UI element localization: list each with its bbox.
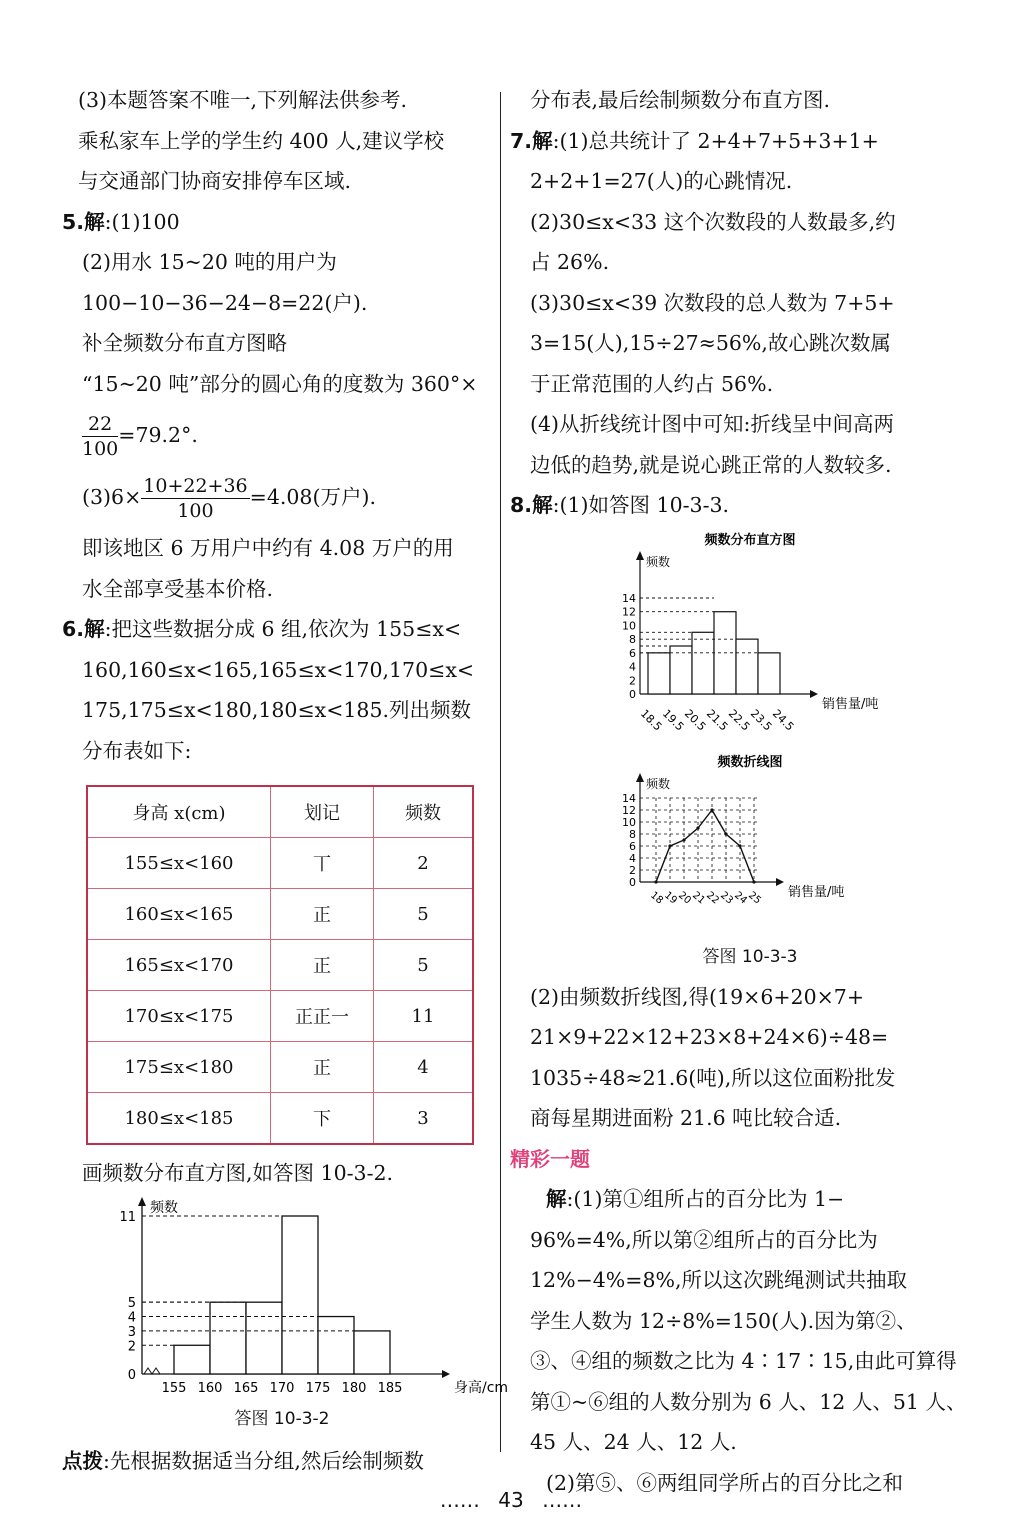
data-point [654, 880, 657, 883]
height-histogram [92, 1194, 509, 1404]
x-tick-label: 175 [305, 1380, 331, 1396]
y-tick-label: 4 [629, 660, 636, 674]
text-line: 第①~⑥组的人数分别为 6 人、12 人、51 人、 [530, 1389, 967, 1414]
y-tick-label: 4 [127, 1310, 136, 1326]
x-tick-label: 18.5 [637, 706, 665, 733]
text-line: :(1)100 [104, 209, 180, 234]
histogram-bar [318, 1316, 354, 1373]
data-point [696, 826, 699, 829]
y-tick-label: 14 [622, 591, 636, 605]
x-axis-arrow [810, 690, 818, 698]
data-point [738, 844, 741, 847]
data-point [668, 844, 671, 847]
frequency-table [86, 785, 474, 1145]
table-header: 身高 x(cm) [87, 786, 271, 838]
text-line: :(1)如答图 10-3-3. [552, 493, 730, 517]
y-axis-arrow [138, 1197, 146, 1206]
question-6 [62, 609, 490, 650]
text-line: 补全频数分布直方图略 [82, 331, 287, 355]
solution-label: 解 [532, 493, 553, 517]
fraction [141, 474, 249, 523]
x-tick-label: 20 [676, 889, 693, 906]
y-tick-label: 12 [622, 803, 636, 817]
fraction-prefix: (3)6× [82, 485, 142, 509]
text-line: 96%=4%,所以第②组所占的百分比为 [530, 1227, 878, 1252]
axis-break-mark [144, 1368, 160, 1374]
y-tick-label: 0 [629, 875, 636, 889]
text-line: (3)本题答案不唯一,下列解法供参考. [78, 88, 408, 112]
y-axis-arrow [636, 773, 644, 782]
table-header-row [87, 786, 473, 838]
fraction-tail: =4.08(万户). [249, 485, 376, 509]
question-number: 8. [510, 493, 533, 517]
x-tick-label: 24 [732, 889, 749, 906]
table-cell: 正 [271, 889, 374, 940]
figure-caption: 答图 10-3-3 [702, 946, 798, 967]
fraction-denominator: 100 [177, 500, 214, 522]
table-row [87, 991, 473, 1042]
right-column [510, 80, 967, 1503]
x-tick-label: 160 [197, 1380, 223, 1396]
data-point [724, 832, 727, 835]
text-line: 100−10−36−24−8=22(户). [82, 290, 368, 315]
table-cell: 正 [271, 940, 374, 991]
text-line: 21×9+22×12+23×8+24×6)÷48= [530, 1025, 889, 1049]
table-row [87, 889, 473, 940]
fraction-tail: =79.2°. [118, 423, 198, 447]
x-tick-label: 25 [746, 889, 763, 906]
y-tick-label: 3 [127, 1324, 136, 1340]
x-tick-label: 21.5 [703, 706, 731, 733]
text-line: 45 人、24 人、12 人. [530, 1430, 737, 1454]
text-line: 即该地区 6 万用户中约有 4.08 万户的用 [82, 536, 454, 560]
y-axis-arrow [636, 551, 644, 560]
text-line: ③、④组的频数之比为 4∶17∶15,由此可算得 [530, 1349, 957, 1373]
text-line: (2)用水 15~20 吨的用户为 [82, 250, 337, 274]
x-tick-label: 155 [161, 1380, 187, 1396]
question-number: 6. [62, 617, 85, 641]
page-dots: …… [542, 1488, 583, 1512]
text-line: 160,160≤x<165,165≤x<170,170≤x< [82, 657, 475, 682]
text-line: 水全部享受基本价格. [82, 576, 274, 601]
table-cell: 4 [374, 1042, 474, 1093]
text-line: 2+2+1=27(人)的心跳情况. [530, 169, 793, 193]
page-footer [0, 1488, 1022, 1512]
solution-label: 解 [84, 617, 105, 641]
table-header: 划记 [271, 786, 374, 838]
histogram-bar [758, 652, 780, 693]
table-cell: 165≤x<170 [87, 940, 271, 991]
text-line: (4)从折线统计图中可知:折线呈中间高两 [530, 412, 894, 436]
y-tick-label: 10 [622, 618, 636, 632]
text-line: 商每星期进面粉 21.6 吨比较合适. [530, 1106, 842, 1130]
x-tick-label: 23 [718, 889, 735, 906]
table-cell: 2 [374, 838, 474, 889]
section-heading: 精彩一题 [510, 1146, 590, 1171]
text-line: “15~20 吨”部分的圆心角的度数为 360°× [82, 371, 478, 396]
y-tick-label: 12 [622, 605, 636, 619]
text-line: 1035÷48≈21.6(吨),所以这位面粉批发 [530, 1065, 896, 1090]
fraction-numerator: 10+22+36 [143, 475, 248, 497]
text-line: (3)30≤x<39 次数段的总人数为 7+5+ [530, 290, 895, 315]
table-header: 频数 [374, 786, 474, 838]
y-tick-label: 0 [127, 1367, 136, 1383]
data-point [710, 808, 713, 811]
column-divider [500, 92, 501, 1452]
histogram-bar [210, 1302, 246, 1374]
y-tick-label: 10 [622, 815, 636, 829]
y-tick-label: 11 [119, 1209, 136, 1225]
question-5 [62, 202, 490, 243]
histogram-bar [354, 1330, 390, 1373]
text-line: (2)由频数折线图,得(19×6+20×7+ [530, 984, 865, 1009]
x-tick-label: 19.5 [659, 706, 687, 733]
left-column [62, 80, 509, 1481]
table-cell: 丅 [271, 838, 374, 889]
section-answer [510, 1179, 960, 1220]
fraction-denominator: 100 [82, 438, 119, 460]
table-cell: 11 [374, 991, 474, 1042]
x-axis-label: 销售量/吨 [822, 696, 879, 712]
y-tick-label: 6 [629, 646, 636, 660]
text-line: 分布表如下: [82, 738, 192, 763]
chart-title: 频数折线图 [717, 754, 783, 770]
x-axis-arrow [776, 878, 784, 886]
y-axis-label: 频数 [150, 1199, 178, 1216]
text-line: (2)第⑤、⑥两组同学所占的百分比之和 [546, 1470, 904, 1495]
text-line: 画频数分布直方图,如答图 10-3-2. [82, 1161, 394, 1185]
y-tick-label: 2 [629, 863, 636, 877]
text-line: 分布表,最后绘制频数分布直方图. [530, 88, 831, 112]
y-tick-label: 5 [127, 1295, 136, 1311]
table-cell: 下 [271, 1093, 374, 1145]
histogram-bar [282, 1216, 318, 1374]
y-tick-label: 8 [629, 632, 636, 646]
table-row [87, 1042, 473, 1093]
tip-line [62, 1441, 490, 1482]
fraction [82, 412, 118, 461]
page-dots: …… [439, 1488, 480, 1512]
table-cell: 180≤x<185 [87, 1093, 271, 1145]
text-line: 3=15(人),15÷27≈56%,故心跳次数属 [530, 331, 891, 355]
histogram-bar [692, 632, 714, 694]
solution-label: 解 [532, 128, 553, 153]
y-axis-label: 频数 [646, 776, 671, 791]
x-tick-label: 170 [269, 1380, 295, 1396]
text-line: 于正常范围的人约占 56%. [530, 371, 774, 396]
text-line: 与交通部门协商安排停车区域. [78, 169, 352, 193]
table-cell: 5 [374, 940, 474, 991]
x-axis-label: 销售量/吨 [788, 884, 845, 900]
fraction-numerator: 22 [82, 412, 118, 437]
x-tick-label: 185 [377, 1380, 403, 1396]
table-row [87, 838, 473, 889]
text-line: 学生人数为 12÷8%=150(人).因为第②、 [530, 1308, 917, 1333]
text-line: 边低的趋势,就是说心跳正常的人数较多. [530, 452, 892, 477]
fraction-line [62, 404, 490, 466]
y-tick-label: 4 [629, 851, 636, 865]
y-tick-label: 14 [622, 791, 636, 805]
y-tick-label: 2 [127, 1338, 136, 1354]
x-tick-label: 22 [704, 889, 721, 906]
figure-caption: 答图 10-3-2 [234, 1408, 330, 1429]
x-tick-label: 18 [648, 889, 665, 906]
text-line: :(1)第①组所占的百分比为 1− [566, 1187, 845, 1211]
tip-label: 点拨 [62, 1448, 103, 1473]
question-8 [510, 485, 960, 526]
text-line: (2)30≤x<33 这个次数段的人数最多,约 [530, 209, 896, 234]
text-line: 12%−4%=8%,所以这次跳绳测试共抽取 [530, 1268, 907, 1292]
table-cell: 3 [374, 1093, 474, 1145]
table-cell: 正 [271, 1042, 374, 1093]
x-tick-label: 20.5 [681, 706, 709, 733]
histogram-bar [648, 652, 670, 693]
y-tick-label: 6 [629, 839, 636, 853]
x-tick-label: 180 [341, 1380, 367, 1396]
table-cell: 5 [374, 889, 474, 940]
x-tick-label: 19 [662, 889, 679, 906]
table-row [87, 940, 473, 991]
table-cell: 170≤x<175 [87, 991, 271, 1042]
histogram-bar [736, 639, 758, 694]
text-line: :把这些数据分成 6 组,依次为 155≤x< [104, 617, 462, 641]
table-row [87, 1093, 473, 1145]
table-cell: 160≤x<165 [87, 889, 271, 940]
x-axis-arrow [442, 1370, 450, 1378]
question-number: 7. [510, 128, 533, 153]
data-point [752, 880, 755, 883]
page-number: 43 [498, 1488, 524, 1512]
sales-histogram [600, 526, 900, 746]
question-7 [510, 121, 960, 162]
y-axis-label: 频数 [646, 554, 671, 569]
chart-title: 频数分布直方图 [704, 532, 796, 548]
question-number: 5. [62, 209, 85, 234]
text-line: 175,175≤x<180,180≤x<185.列出频数 [82, 698, 472, 722]
histogram-bar [246, 1302, 282, 1374]
y-tick-label: 0 [629, 687, 636, 701]
x-tick-label: 21 [690, 889, 707, 906]
text-line: :先根据数据适当分组,然后绘制频数 [103, 1448, 424, 1473]
table-cell: 155≤x<160 [87, 838, 271, 889]
text-line: 乘私家车上学的学生约 400 人,建议学校 [78, 128, 445, 153]
table-cell: 正正一 [271, 991, 374, 1042]
sales-frequency-polygon [600, 750, 900, 940]
solution-label: 解 [546, 1187, 567, 1211]
fraction-line [62, 466, 490, 528]
table-cell: 175≤x<180 [87, 1042, 271, 1093]
histogram-bar [174, 1345, 210, 1374]
x-tick-label: 23.5 [747, 706, 775, 733]
data-point [682, 838, 685, 841]
y-tick-label: 2 [629, 673, 636, 687]
text-line: 占 26%. [530, 250, 610, 274]
y-tick-label: 8 [629, 827, 636, 841]
section-heading-line [510, 1139, 960, 1180]
solution-label: 解 [84, 209, 105, 234]
x-tick-label: 24.5 [769, 706, 797, 733]
x-tick-label: 22.5 [725, 706, 753, 733]
text-line: :(1)总共统计了 2+4+7+5+3+1+ [552, 128, 879, 153]
x-axis-label: 身高/cm [454, 1379, 509, 1396]
x-tick-label: 165 [233, 1380, 259, 1396]
